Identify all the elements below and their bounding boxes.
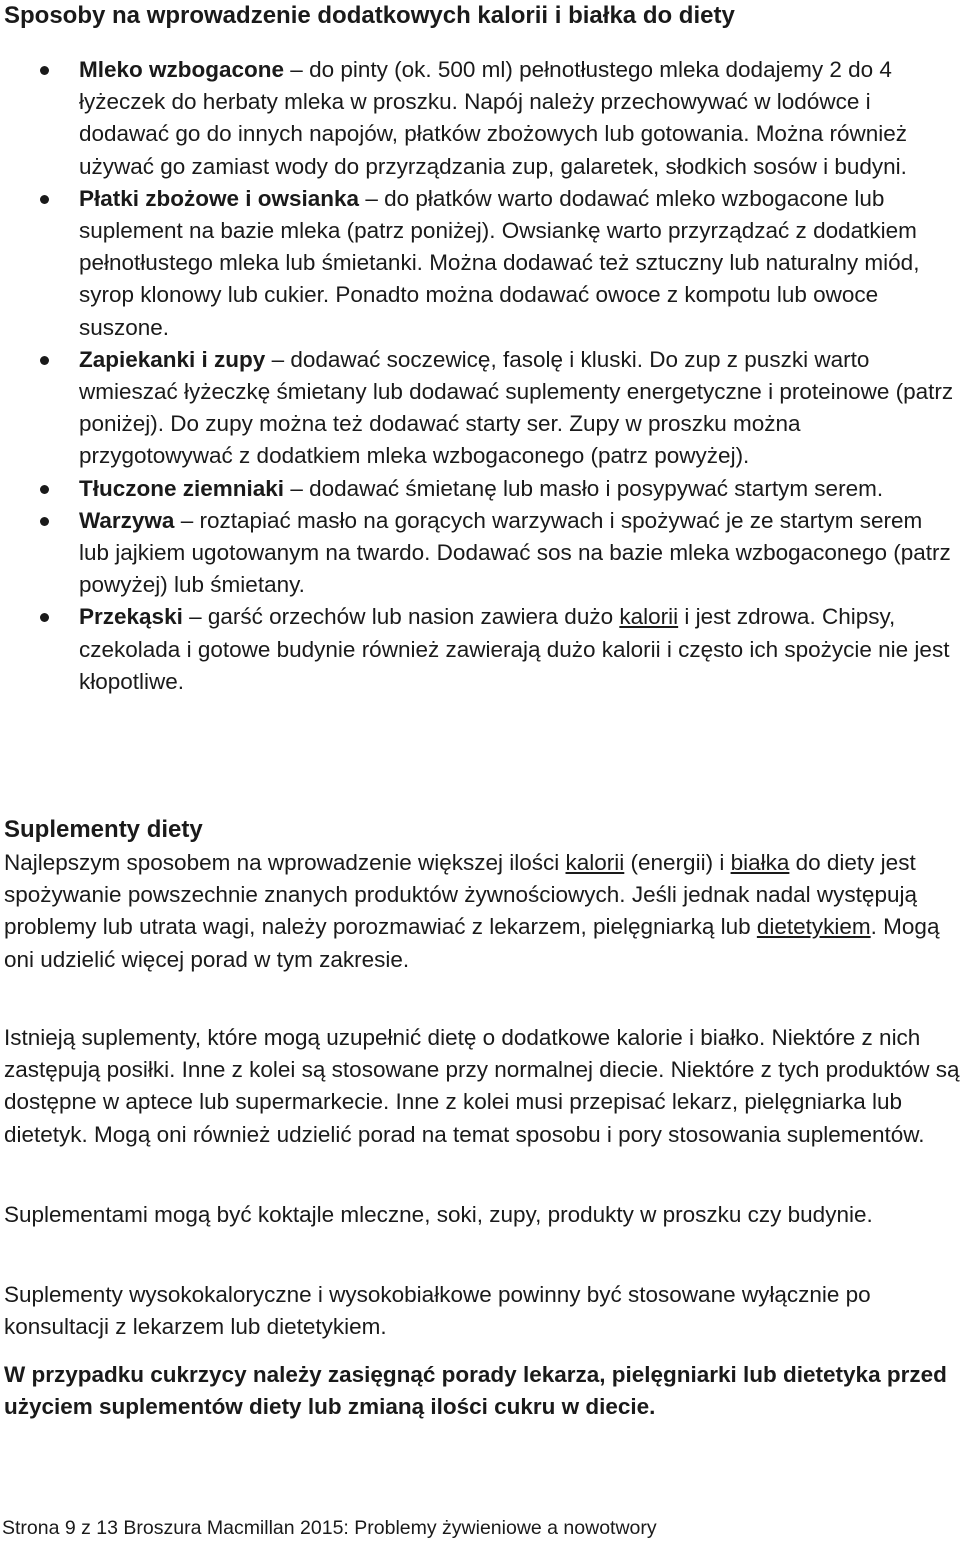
item-term: Płatki zbożowe i owsianka <box>79 185 360 211</box>
item-text: do pinty (ok. 500 ml) pełnotłustego mleka dodajemy 2 do 4 łyżeczek do herbaty mleka w proszku. Napój należy przechowywać w lodówce i dodawać go do innych napojów, płatków zbożowych lub gotowania. Można również używać go zamiast wody do przyrządzania zup, galaretek, słodkich sosów i budyni. <box>79 57 908 179</box>
item-term: Tłuczone ziemniaki <box>79 475 285 501</box>
item-dash: – <box>182 604 208 630</box>
item-term: Przekąski <box>79 604 183 630</box>
bullet-icon <box>40 195 49 204</box>
dietetykiem-link[interactable]: dietetykiem <box>756 914 871 940</box>
page-footer: Strona 9 z 13 Broszura Macmillan 2015: Problemy żywieniowe a nowotwory <box>2 1517 657 1539</box>
item-text: roztapiać masło na gorących warzywach i spożywać je ze startym serem lub jajkiem ugotowanym na twardo. Dodawać sos na bazie mleka wzbogaconego (patrz powyżej) lub śmietany. <box>79 507 951 598</box>
list-item <box>4 473 958 505</box>
list-item <box>4 183 958 344</box>
list-item <box>4 54 958 183</box>
item-text: dodawać śmietanę lub masło i posypywać startym serem. <box>309 475 884 501</box>
item-text: garść orzechów lub nasion zawiera dużo <box>207 604 620 630</box>
kalorii-link[interactable]: kalorii <box>565 850 625 875</box>
paragraph-text: do diety jest spożywanie powszechnie znanych produktów żywnościowych. Jeśli jednak nadal występują problemy lub utrata wagi, należy porozmawiać z lekarzem, pielęgniarką lub <box>4 850 917 940</box>
item-dash: – <box>174 507 200 533</box>
item-dash: – <box>359 185 385 211</box>
paragraph-text: (energii) i <box>624 850 731 875</box>
paragraph: Istnieją suplementy, które mogą uzupełnić dietę o dodatkowe kalorie i białko. Niektóre z nich zastępują posiłki. Inne z kolei są stosowane przy normalnej diecie. Niektóre z tych produktów są dostępne w aptece lub supermarkecie. Inne z kolei musi przepisać lekarz, pielęgniarka lub dietetyk. Mogą oni również udzielić porad na temat sposobu i pory stosowania suplementów. <box>4 1025 960 1147</box>
bullet-icon <box>40 66 49 75</box>
bullet-icon <box>40 485 49 494</box>
bullet-icon <box>40 356 49 365</box>
item-text: do płatków warto dodawać mleko wzbogacone lub suplement na bazie mleka (patrz poniżej). Owsiankę warto przyrządzać z dodatkiem pełnotłustego mleka lub śmietanki. Można dodawać też sztuczny lub naturalny miód, syrop klonowy lub cukier. Ponadto można dodawać owoce z kompotu lub owoce suszone. <box>79 185 920 340</box>
paragraph-text: . Mogą oni udzielić więcej porad w tym zakresie. <box>4 914 940 972</box>
paragraph <box>4 847 960 976</box>
kalorii-link[interactable]: kalorii <box>619 604 679 630</box>
item-text: i jest zdrowa. Chipsy, czekolada i gotowe budynie również zawierają dużo kalorii i często ich spożycie nie jest kłopotliwe. <box>79 604 950 694</box>
item-term: Warzywa <box>79 507 175 533</box>
page-heading: Sposoby na wprowadzenie dodatkowych kalorii i białka do diety <box>4 2 735 29</box>
section-heading-supplements: Suplementy diety <box>4 816 203 843</box>
bullet-icon <box>40 517 49 526</box>
list-item <box>4 601 958 698</box>
item-text: dodawać soczewicę, fasolę i kluski. Do zup z puszki warto wmieszać łyżeczkę śmietany lub dodawać suplementy energetyczne i proteinowe (patrz poniżej). Do zupy można też dodawać starty ser. Zupy w proszku można przygotowywać z dodatkiem mleka wzbogaconego (patrz powyżej). <box>79 346 954 469</box>
item-dash: – <box>284 57 310 82</box>
item-dash: – <box>284 475 310 501</box>
warning-paragraph: W przypadku cukrzycy należy zasięgnąć porady lekarza, pielęgniarki lub dietetyka przed użyciem suplementów diety lub zmianą ilości cukru w diecie. <box>4 1362 947 1420</box>
tips-list <box>4 54 958 698</box>
item-term: Zapiekanki i zupy <box>79 346 266 372</box>
item-dash: – <box>265 346 291 372</box>
item-term: Mleko wzbogacone <box>79 57 285 82</box>
bialka-link[interactable]: białka <box>730 850 790 875</box>
list-item <box>4 344 958 473</box>
bullet-icon <box>40 613 49 622</box>
list-item <box>4 505 958 602</box>
paragraph: Suplementy wysokokaloryczne i wysokobiałkowe powinny być stosowane wyłącznie po konsultacji z lekarzem lub dietetykiem. <box>4 1282 871 1340</box>
paragraph: Suplementami mogą być koktajle mleczne, soki, zupy, produkty w proszku czy budynie. <box>4 1202 873 1227</box>
paragraph-text: Najlepszym sposobem na wprowadzenie większej ilości <box>4 850 566 875</box>
